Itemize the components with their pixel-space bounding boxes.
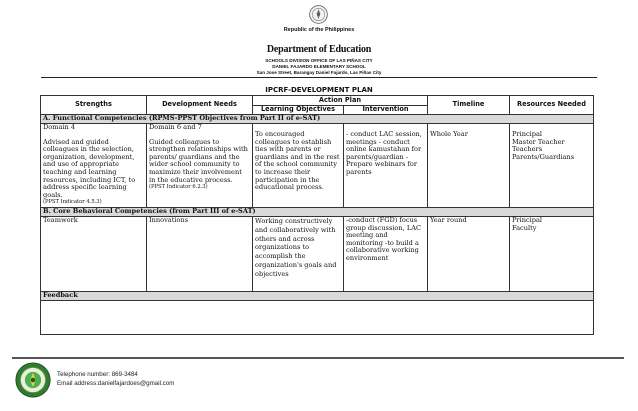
footer-email[interactable]: Email address:danielfajardoes@gmail.com xyxy=(57,380,175,387)
needs-indicator: (PPST Indicator 6.2.3) xyxy=(149,184,208,191)
section-b-title: B. Core Behavioral Competencies (from Part III of e-SAT) xyxy=(41,207,594,216)
header-intervention: Intervention xyxy=(344,106,428,115)
deped-seal-icon xyxy=(309,5,328,24)
strengths-text: Teamwork xyxy=(43,215,78,224)
school-name: DANIEL FAJARDO ELEMENTARY SCHOOL xyxy=(272,64,366,69)
learning-objectives-text: Working constructively and collaboratively with others and across organizations to accomplish the organization's goals and objectives xyxy=(255,216,337,278)
header-divider xyxy=(41,77,597,78)
feedback-area xyxy=(41,300,594,334)
footer-telephone: Telephone number: 869-3484 xyxy=(57,371,138,378)
header-action-plan: Action Plan xyxy=(253,96,428,106)
header-development-needs: Development Needs xyxy=(147,96,253,115)
header-strengths: Strengths xyxy=(41,96,147,115)
republic-label: Republic of the Philippines xyxy=(283,27,355,33)
needs-text: Innovations xyxy=(149,215,189,224)
header-timeline: Timeline xyxy=(428,96,510,115)
table-row xyxy=(41,124,594,208)
school-logo-icon xyxy=(15,362,51,398)
resource-item: Principal xyxy=(512,215,543,224)
needs-domain: Domain 6 and 7 xyxy=(149,123,202,131)
footer-divider xyxy=(12,357,624,359)
strengths-text: Advised and guided colleagues in the selection, organization, development, and use of appropriate teaching and learning resources, including ICT, to address specific learning goals. xyxy=(43,137,136,199)
intervention-text: -conduct (FGD) focus group discussion, LAC meeting and monitoring -to build a collaborative working environment xyxy=(346,215,422,262)
resource-item: Parents/Guardians xyxy=(512,152,575,161)
division-name: SCHOOLS DIVISION OFFICE OF LAS PIÑAS CITY xyxy=(265,58,373,63)
feedback-label: Feedback xyxy=(41,291,594,300)
section-a-title: A. Functional Competencies (RPMS-PPST Objectives from Part II of e-SAT) xyxy=(41,115,594,124)
development-plan-table xyxy=(40,95,594,335)
page-title: IPCRF-DEVELOPMENT PLAN xyxy=(265,86,373,94)
school-address: San Jose Street, Barangay Daniel Fajardo, Las Piñas City xyxy=(256,70,382,75)
table-row xyxy=(41,216,594,291)
resource-item: Faculty xyxy=(512,223,537,232)
department-name: Department of Education xyxy=(266,44,372,55)
strengths-indicator: (PPST Indicator 4.5.3) xyxy=(43,199,102,206)
learning-objectives-text: To encouraged colleagues to establish ties with parents or guardians and in the rest of the school community to increase their participation in the educational process. xyxy=(255,130,340,192)
timeline-text: Whole Year xyxy=(430,130,468,138)
resource-item: Teachers xyxy=(512,145,543,154)
needs-text: Guided colleagues to strengthen relationships with parents/ guardians and the wider school community to maximize their involvement in the educative process. xyxy=(149,137,248,184)
resource-item: Master Teacher xyxy=(512,137,565,146)
header-learning-objectives: Learning Objectives xyxy=(253,106,344,115)
strengths-domain: Domain 4 xyxy=(43,123,76,131)
timeline-text: Year round xyxy=(430,215,467,224)
header-resources-needed: Resources Needed xyxy=(510,96,594,115)
intervention-text: - conduct LAC session, meetings - conduct online kamustahan for parents/guardian - Prepare webinars for parents xyxy=(346,130,422,176)
resource-item: Principal xyxy=(512,130,543,138)
